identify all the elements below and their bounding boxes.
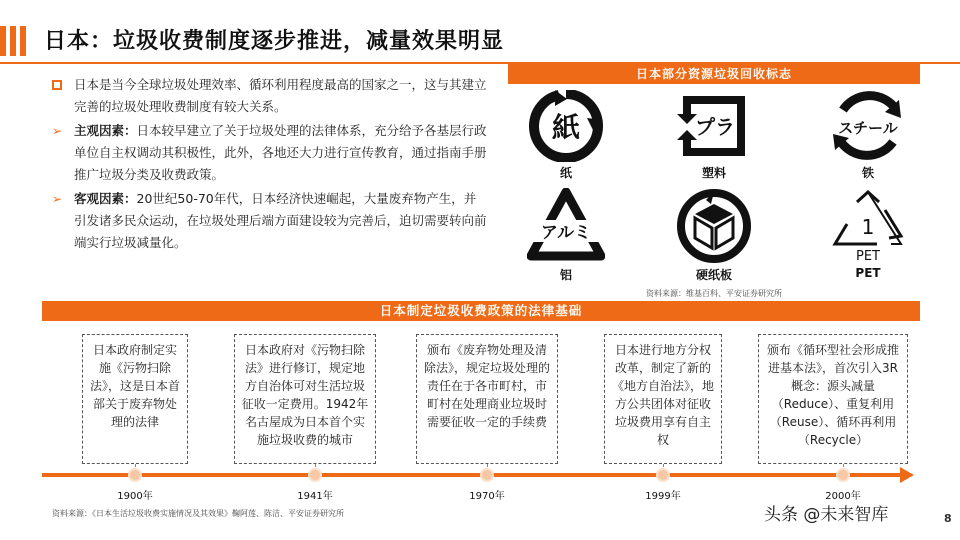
logo-source-note: 资料来源：维基百科、平安证券研究所 bbox=[646, 289, 782, 298]
logo-plastic bbox=[654, 90, 774, 181]
timeline-dot bbox=[128, 468, 142, 482]
timeline-dot bbox=[308, 468, 322, 482]
event-box-1900: 日本政府制定实施《污物扫除法》，这是日本首部关于废弃物处理的法律 bbox=[82, 334, 188, 464]
logo-aluminum bbox=[506, 188, 626, 283]
logo-paper bbox=[506, 90, 626, 181]
timeline-year: 1941年 bbox=[297, 491, 333, 502]
logo-symbol: プラ bbox=[695, 115, 735, 139]
timeline-dot bbox=[656, 468, 670, 482]
logo-symbol: 紙 bbox=[551, 111, 581, 144]
footer-source-note: 资料来源：《日本生活垃圾收费实施情况及其效果》鞠阿莲、陈洁、平安证券研究所 bbox=[52, 509, 344, 518]
logo-label: PET bbox=[856, 249, 880, 264]
logo-symbol: アルミ bbox=[540, 223, 592, 243]
bullet-text: 日本较早建立了关于垃圾处理的法律体系，充分给予各基层行政单位自主权调动其积极性，此外，各地还大力进行宣传教育，通过指南手册推广垃圾分类及收费政策。 bbox=[74, 123, 487, 182]
logo-symbol: 1 bbox=[861, 215, 875, 239]
plastic-recycle-icon bbox=[675, 90, 753, 162]
bullet-lead: 主观因素： bbox=[74, 123, 137, 138]
timeline-year: 1970年 bbox=[469, 491, 505, 502]
steel-recycle-icon bbox=[829, 90, 907, 162]
bullet-objective bbox=[52, 188, 488, 254]
logo-caption: 纸 bbox=[559, 166, 572, 180]
bullet-lead: 客观因素： bbox=[74, 191, 137, 206]
arrow-bullet-icon: ➢ bbox=[52, 192, 63, 206]
logo-caption: 铝 bbox=[559, 268, 572, 282]
timeline-bar bbox=[42, 473, 904, 477]
logo-caption: 塑料 bbox=[701, 166, 726, 180]
square-bullet-icon bbox=[52, 80, 62, 90]
bullet-list bbox=[52, 74, 488, 256]
timeline-dot bbox=[480, 468, 494, 482]
logo-steel bbox=[808, 90, 928, 181]
event-box-1970: 颁布《废弃物处理及清除法》，规定垃圾处理的责任在于各市町村，市町村在处理商业垃圾时需要征收一定的手续费 bbox=[416, 334, 558, 464]
arrow-bullet-icon: ➢ bbox=[52, 124, 63, 138]
watermark: 头条 @未来智库 bbox=[764, 505, 889, 525]
event-box-1941: 日本政府对《污物扫除法》进行修订，规定地方自治体可对生活垃圾征收一定费用。1942年名古屋成为日本首个实施垃圾收费的城市 bbox=[234, 334, 376, 464]
logo-pet bbox=[808, 188, 928, 280]
page-title: 日本：垃圾收费制度逐步推进，减量效果明显 bbox=[44, 29, 505, 54]
logo-cardboard bbox=[654, 188, 774, 283]
event-box-2000: 颁布《循环型社会形成推进基本法》，首次引入3R概念：源头减量（Reduce）、重复利用（Reuse）、循环再利用（Recycle） bbox=[758, 334, 908, 464]
page-number: 8 bbox=[944, 512, 952, 525]
logo-caption: 铁 bbox=[861, 166, 874, 180]
bullet-text: 日本是当今全球垃圾处理效率、循环利用程度最高的国家之一，这与其建立完善的垃圾处理收费制度有较大关系。 bbox=[74, 77, 487, 114]
law-section-header: 日本制定垃圾收费政策的法律基础 bbox=[42, 301, 920, 321]
logo-symbol: スチール bbox=[838, 119, 898, 137]
logo-caption: 硬纸板 bbox=[695, 268, 732, 282]
timeline-dot bbox=[836, 468, 850, 482]
timeline-year: 2000年 bbox=[825, 491, 861, 502]
timeline-year: 1900年 bbox=[117, 491, 153, 502]
event-box-1999: 日本进行地方分权改革，制定了新的《地方自治法》，地方公共团体对征收垃圾费用享有自主权 bbox=[604, 334, 722, 464]
bullet-subjective bbox=[52, 120, 488, 186]
cardboard-recycle-icon bbox=[675, 188, 753, 264]
timeline-year: 1999年 bbox=[645, 491, 681, 502]
logo-panel-header: 日本部分资源垃圾回收标志 bbox=[508, 64, 920, 84]
recycle-logo-panel bbox=[508, 64, 920, 298]
paper-recycle-icon bbox=[527, 90, 605, 162]
bullet-intro bbox=[52, 74, 488, 118]
title-accent-bars bbox=[0, 26, 30, 56]
logo-caption: PET bbox=[855, 266, 881, 280]
timeline-arrow-icon bbox=[900, 467, 914, 483]
aluminum-recycle-icon bbox=[527, 188, 605, 264]
pet-recycle-icon bbox=[829, 188, 907, 264]
bullet-text: 20世纪50-70年代，日本经济快速崛起，大量废弃物产生，并引发诸多民众运动，在垃圾处理后端方面建设较为完善后，迫切需要转向前端实行垃圾减量化。 bbox=[74, 191, 487, 250]
